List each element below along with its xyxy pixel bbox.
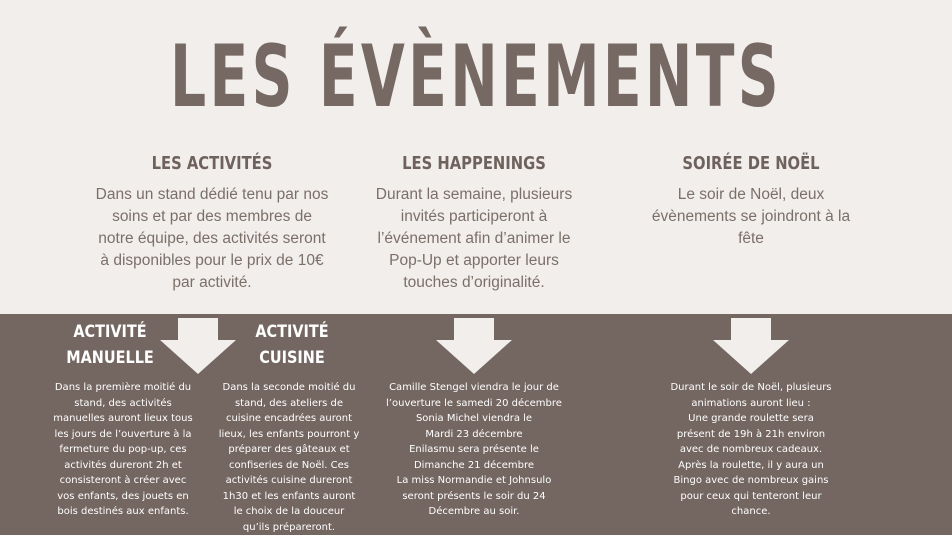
text-line: consisteront à créer avec [59,475,187,486]
manuelle-heading [51,319,170,371]
text-line: par activité. [172,274,252,291]
text-line: activités dureront 2h et [64,459,182,471]
text-line: invités participeront à [400,208,548,225]
text-line: animations auront lieu : [691,397,811,409]
text-line: seront présents le soir du 24 [402,490,546,502]
text-line: 1h30 et les enfants auront [222,490,356,502]
text-line: avec de nombreux cadeaux. [679,444,823,455]
happenings-detail-text [376,380,572,520]
text-line: manuelles auront lieux tous [53,413,193,424]
text-line: fête [738,230,764,247]
text-line: Camille Stengel viendra le jour de [389,382,559,393]
text-line: Pop-Up et apporter leurs [389,252,559,269]
arrow-down-icon [436,318,512,374]
text-line: présent de 19h à 21h environ [676,428,826,440]
text-line: Mardi 23 décembre [425,428,523,440]
text-line: le choix de la douceur [233,506,345,517]
text-line: confiseries de Noël. Ces [229,459,349,471]
text-line: les jours de l’ouverture à la [54,428,192,440]
text-line: activités cuisine dureront [225,475,353,486]
text-line: préparer des gâteaux et [228,444,350,455]
text-line: fermeture du pop-up, ces [59,444,187,455]
text-line: Dans la première moitié du [54,382,192,393]
text-line: Durant le soir de Noël, plusieurs [670,382,832,393]
text-line: Sonia Michel viendra le [415,413,533,424]
text-line: évènements se joindront à la [651,208,851,225]
heading-line: ACTIVITÉ [255,322,329,342]
cuisine-heading [233,319,352,371]
text-line: Dimanche 21 décembre [413,459,535,471]
text-line: Dans la seconde moitié du [222,382,356,393]
happenings-text [354,184,594,294]
arrow-down-icon [713,318,789,374]
text-line: stand, des activités [74,397,172,409]
text-line: Une grande roulette sera [688,413,814,424]
text-line: touches d’originalité. [403,274,545,291]
text-line: Durant la semaine, plusieurs [375,186,573,203]
text-line: pour ceux qui tenteront leur [680,490,822,502]
arrow-down-icon [160,318,236,374]
text-line: qu’ils prépareront. [242,521,336,533]
text-line: bois destinés aux enfants. [57,506,189,517]
text-line: Enilasmu sera présente le [409,444,539,455]
cuisine-text [208,380,370,535]
text-line: Après la roulette, il y aura un [678,459,824,471]
text-line: Dans un stand dédié tenu par nos [95,186,329,203]
text-line: l’événement afin d’animer le [377,230,571,247]
soiree-heading: SOIRÉE DE NOËL [682,153,820,174]
text-line: notre équipe, des activités seront [98,230,326,247]
heading-line: MANUELLE [66,348,154,368]
text-line: à disponibles pour le prix de 10€ [100,252,324,269]
happenings-heading: LES HAPPENINGS [402,153,546,174]
text-line: Bingo avec de nombreux gains [673,475,829,486]
heading-line: ACTIVITÉ [73,322,147,342]
activites-heading: LES ACTIVITÉS [151,153,273,174]
soiree-text [636,184,866,250]
text-line: chance. [731,506,771,517]
text-line: Le soir de Noël, deux [677,186,825,203]
text-line: lieux, les enfants pourront y [218,428,360,440]
manuelle-text [42,380,204,520]
activites-text [72,184,352,294]
text-line: Décembre au soir. [428,506,520,517]
heading-line: CUISINE [259,348,325,368]
text-line: soins et par des membres de [112,208,312,225]
text-line: vos enfants, des jouets en [57,490,189,502]
text-line: l’ouverture le samedi 20 décembre [386,397,562,409]
text-line: cuisine encadrées auront [225,413,353,424]
text-line: La miss Normandie et Johnsulo [396,475,552,486]
noel-detail-text [651,380,851,520]
text-line: stand, des ateliers de [234,397,344,409]
page-title: LES ÉVÈNEMENTS [170,27,782,127]
